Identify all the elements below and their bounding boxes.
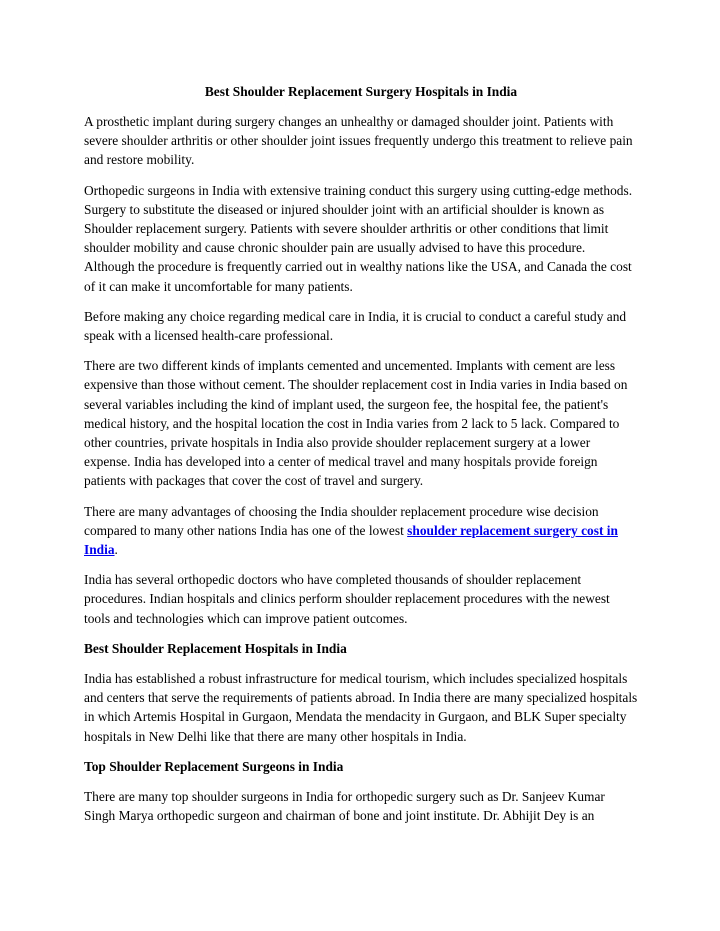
paragraph-hospitals: India has established a robust infrastructure for medical tourism, which includes specialized hospitals and centers that serve the requirements of patients abroad. In India there are many specialized hospitals in which Artemis Hospital in Gurgaon, Mendata the mendacity in Gurgaon, and BLK Super specialty hospitals in New Delhi like that there are many other hospitals in India. [84, 671, 638, 744]
paragraph-surgeons: Orthopedic surgeons in India with extensive training conduct this surgery using cutting-edge methods. Surgery to substitute the diseased or injured shoulder joint with an artificial shoulder is known as Shoulder replacement surgery. Patients with severe shoulder arthritis or other conditions that limit shoulder mobility and cause chronic shoulder pain are usually advised to have this procedure. Although the procedure is frequently carried out in wealthy nations like the USA, and Canada the cost of it can make it uncomfortable for many patients. [84, 182, 633, 294]
section-heading-hospitals: Best Shoulder Replacement Hospitals in India [84, 640, 347, 656]
paragraph-doctors: India has several orthopedic doctors who have completed thousands of shoulder replacement procedures. Indian hospitals and clinics perform shoulder replacement procedures with the newest tools and technologies which can improve patient outcomes. [84, 572, 610, 626]
paragraph-top-surgeons: There are many top shoulder surgeons in India for orthopedic surgery such as Dr. Sanjeev Kumar Singh Marya orthopedic surgeon and chairman of bone and joint institute. Dr. Abhijit Dey is an [84, 789, 605, 824]
paragraph-advice: Before making any choice regarding medical care in India, it is crucial to conduct a careful study and speak with a licensed health-care professional. [84, 308, 627, 344]
paragraph-advantages-end: . [114, 542, 118, 558]
section-heading-surgeons: Top Shoulder Replacement Surgeons in India [84, 758, 344, 774]
paragraph-intro: A prosthetic implant during surgery changes an unhealthy or damaged shoulder joint. Patients with severe shoulder arthritis or other shoulder joint issues frequently undergo this treatment to relieve pain and restore mobility. [84, 114, 633, 168]
document-title: Best Shoulder Replacement Surgery Hospitals in India [204, 84, 518, 99]
paragraph-implants-cost: There are two different kinds of implants cemented and uncemented. Implants with cement are less expensive than those without cement. The shoulder replacement cost in India varies in India based on several variables including the kind of implant used, the surgeon fee, the hospital fee, the patient's medical history, and the hospital location the cost in India varies from 2 lack to 5 lack. Compared to other countries, private hospitals in India also provide shoulder replacement surgery at a lower expense. India has developed into a center of medical travel and many hospitals provide foreign patients with packages that cover the cost of travel and surgery. [84, 358, 628, 489]
paragraph-advantages-text: There are many advantages of choosing the India shoulder replacement procedure wise decision compared to many other nations India has one of the lowest [84, 503, 599, 538]
paragraph-advantages [84, 502, 638, 560]
cost-link[interactable]: shoulder replacement surgery cost in India [84, 522, 618, 558]
